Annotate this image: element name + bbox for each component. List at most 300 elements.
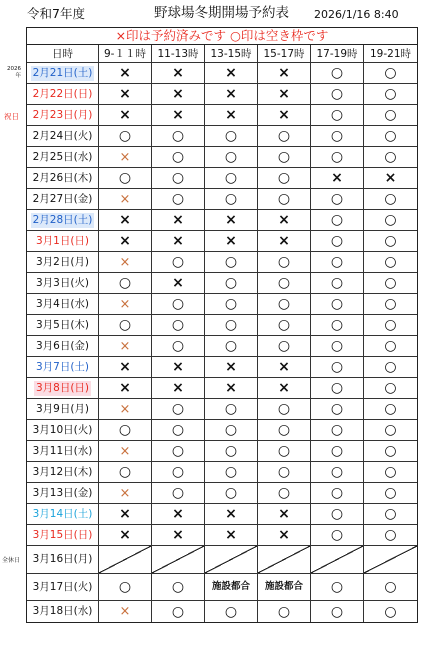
table-row xyxy=(27,189,417,210)
slot-cell xyxy=(152,378,205,398)
slot-cell xyxy=(311,189,364,209)
booked-mark: × xyxy=(172,275,184,291)
slot-cell xyxy=(258,601,311,622)
date-cell xyxy=(27,210,99,230)
slot-cell xyxy=(205,231,258,251)
slot-cell xyxy=(311,483,364,503)
slot-cell xyxy=(99,126,152,146)
slot-cell xyxy=(99,105,152,125)
available-mark: ○ xyxy=(330,296,344,312)
closed-slot-slash xyxy=(99,546,152,573)
available-mark: ○ xyxy=(224,401,238,417)
year-digits: 2026 xyxy=(7,66,21,72)
slot-cell xyxy=(258,252,311,272)
slot-cell xyxy=(364,84,417,104)
booked-mark: × xyxy=(172,359,184,375)
available-mark: ○ xyxy=(224,464,238,480)
available-mark: ○ xyxy=(224,128,238,144)
slot-cell xyxy=(152,525,205,545)
table-row xyxy=(27,601,417,622)
slot-cell xyxy=(152,601,205,622)
table-row xyxy=(27,273,417,294)
column-header-slot: 15-17時 xyxy=(258,45,311,62)
slot-cell xyxy=(99,601,152,622)
slot-cell xyxy=(99,294,152,314)
slot-cell xyxy=(364,63,417,83)
available-mark: ○ xyxy=(171,464,185,480)
table-row xyxy=(27,147,417,168)
slot-cell xyxy=(205,357,258,377)
year-char: 年 xyxy=(15,72,21,79)
available-mark: ○ xyxy=(384,128,397,144)
slot-cell xyxy=(258,315,311,335)
date-label: 3月6日(金) xyxy=(35,339,90,352)
date-cell xyxy=(27,273,99,293)
facility-reason-label: 施設都合 xyxy=(264,581,303,593)
slot-cell xyxy=(311,126,364,146)
available-mark: ○ xyxy=(118,422,132,438)
available-mark: ○ xyxy=(224,296,238,312)
date-cell xyxy=(27,601,99,622)
available-mark: ○ xyxy=(224,443,238,459)
available-mark: ○ xyxy=(330,107,344,123)
table-row xyxy=(27,574,417,601)
slot-cell xyxy=(311,315,364,335)
available-mark: ○ xyxy=(330,506,344,522)
slot-cell xyxy=(311,504,364,524)
booked-mark: × xyxy=(119,212,131,228)
booked-mark: × xyxy=(225,380,237,396)
slot-cell xyxy=(152,273,205,293)
legend-notice: ×印は予約済みです ○印は空き枠です xyxy=(27,28,417,45)
available-mark: ○ xyxy=(277,338,291,354)
updated-timestamp: 2026/1/16 8:40 xyxy=(314,8,399,21)
slot-cell xyxy=(364,126,417,146)
available-mark: ○ xyxy=(384,527,397,543)
date-cell xyxy=(27,126,99,146)
available-mark: ○ xyxy=(384,359,397,375)
slot-cell xyxy=(99,420,152,440)
slot-cell xyxy=(152,189,205,209)
available-mark: ○ xyxy=(277,317,291,333)
slot-cell xyxy=(152,105,205,125)
available-mark: ○ xyxy=(384,579,397,595)
slot-cell xyxy=(152,315,205,335)
booked-mark: × xyxy=(331,170,343,186)
available-mark: ○ xyxy=(384,275,397,291)
table-row xyxy=(27,315,417,336)
available-mark: ○ xyxy=(330,338,344,354)
table-row xyxy=(27,378,417,399)
column-header-slot: 13-15時 xyxy=(205,45,258,62)
slot-cell xyxy=(152,357,205,377)
slot-cell xyxy=(364,189,417,209)
slot-cell xyxy=(152,63,205,83)
booked-mark: × xyxy=(225,359,237,375)
available-mark: ○ xyxy=(277,603,291,620)
table-row xyxy=(27,399,417,420)
available-mark: ○ xyxy=(171,579,185,595)
slot-cell xyxy=(311,601,364,622)
slot-cell xyxy=(311,231,364,251)
date-cell xyxy=(27,504,99,524)
date-cell xyxy=(27,336,99,356)
slot-cell xyxy=(205,63,258,83)
slot-cell xyxy=(205,336,258,356)
date-cell xyxy=(27,525,99,545)
slot-cell xyxy=(364,483,417,503)
slot-cell xyxy=(311,420,364,440)
slot-cell xyxy=(311,357,364,377)
date-cell xyxy=(27,546,99,573)
date-label: 3月7日(土) xyxy=(35,360,90,373)
slot-cell xyxy=(99,273,152,293)
closed-day-side-note: 全休日 xyxy=(2,557,21,564)
slot-cell xyxy=(258,147,311,167)
slot-cell xyxy=(364,420,417,440)
available-mark: ○ xyxy=(118,464,132,480)
slot-cell xyxy=(311,168,364,188)
slot-cell xyxy=(205,147,258,167)
available-mark: ○ xyxy=(330,464,344,480)
slot-cell xyxy=(258,399,311,419)
booked-mark: × xyxy=(119,338,131,354)
booked-mark: × xyxy=(278,212,290,228)
slot-cell xyxy=(311,525,364,545)
date-label: 2月25日(水) xyxy=(32,150,93,163)
slot-cell xyxy=(258,105,311,125)
available-mark: ○ xyxy=(277,422,291,438)
slot-cell xyxy=(258,189,311,209)
slot-cell xyxy=(152,294,205,314)
slot-cell xyxy=(99,357,152,377)
available-mark: ○ xyxy=(224,191,238,207)
slot-cell xyxy=(152,126,205,146)
slot-cell xyxy=(205,525,258,545)
available-mark: ○ xyxy=(384,212,397,228)
available-mark: ○ xyxy=(277,254,291,270)
date-label: 2月26日(木) xyxy=(32,171,93,184)
available-mark: ○ xyxy=(384,149,397,165)
booked-mark: × xyxy=(384,170,397,186)
available-mark: ○ xyxy=(330,233,344,249)
holiday-side-note: 祝日 xyxy=(4,112,19,121)
date-label: 2月21日(土) xyxy=(32,66,93,79)
date-label: 3月15日(日) xyxy=(32,528,93,541)
slot-cell xyxy=(364,357,417,377)
slot-cell xyxy=(311,147,364,167)
available-mark: ○ xyxy=(171,149,185,165)
available-mark: ○ xyxy=(330,579,344,595)
slot-cell xyxy=(205,105,258,125)
slot-cell xyxy=(364,105,417,125)
table-row xyxy=(27,441,417,462)
slot-cell xyxy=(364,294,417,314)
date-cell xyxy=(27,441,99,461)
column-header-date: 日時 xyxy=(27,45,99,62)
table-row xyxy=(27,105,417,126)
available-mark: ○ xyxy=(277,464,291,480)
booked-mark: × xyxy=(172,380,184,396)
available-mark: ○ xyxy=(171,317,185,333)
slot-cell xyxy=(364,231,417,251)
date-label: 3月1日(日) xyxy=(35,234,90,247)
available-mark: ○ xyxy=(330,359,344,375)
available-mark: ○ xyxy=(384,254,397,270)
slot-cell xyxy=(99,84,152,104)
available-mark: ○ xyxy=(171,338,185,354)
available-mark: ○ xyxy=(384,296,397,312)
slot-cell xyxy=(205,399,258,419)
available-mark: ○ xyxy=(224,275,238,291)
slot-cell xyxy=(205,504,258,524)
year-side-note xyxy=(3,66,21,79)
table-row xyxy=(27,483,417,504)
available-mark: ○ xyxy=(224,317,238,333)
available-mark: ○ xyxy=(330,603,344,620)
available-mark: ○ xyxy=(277,443,291,459)
booked-mark: × xyxy=(119,296,131,312)
table-row xyxy=(27,420,417,441)
slot-cell xyxy=(152,84,205,104)
slot-cell xyxy=(99,63,152,83)
date-label: 2月27日(金) xyxy=(32,192,93,205)
available-mark: ○ xyxy=(171,422,185,438)
date-label: 3月18日(水) xyxy=(32,605,93,617)
date-label: 2月28日(土) xyxy=(32,213,93,226)
slot-cell xyxy=(152,399,205,419)
slot-cell xyxy=(152,483,205,503)
available-mark: ○ xyxy=(277,296,291,312)
date-label: 2月23日(月) xyxy=(32,108,93,121)
available-mark: ○ xyxy=(384,464,397,480)
column-header-slot: 17-19時 xyxy=(311,45,364,62)
date-label: 3月5日(木) xyxy=(35,318,90,331)
slot-cell xyxy=(99,441,152,461)
page-title: 野球場冬期開場予約表 xyxy=(154,5,289,21)
table-row xyxy=(27,357,417,378)
slot-cell xyxy=(205,189,258,209)
available-mark: ○ xyxy=(277,128,291,144)
slot-cell xyxy=(99,504,152,524)
available-mark: ○ xyxy=(384,443,397,459)
slot-cell xyxy=(205,315,258,335)
slot-cell xyxy=(258,357,311,377)
available-mark: ○ xyxy=(384,380,397,396)
table-row xyxy=(27,126,417,147)
slot-cell xyxy=(99,483,152,503)
date-label: 2月22日(日) xyxy=(32,87,93,100)
available-mark: ○ xyxy=(330,380,344,396)
closed-slot-slash xyxy=(258,546,311,573)
table-row xyxy=(27,252,417,273)
slot-cell xyxy=(364,147,417,167)
table-row xyxy=(27,231,417,252)
slot-cell xyxy=(205,84,258,104)
slot-cell xyxy=(364,210,417,230)
closed-slot-slash xyxy=(205,546,258,573)
booked-mark: × xyxy=(119,254,131,270)
booked-mark: × xyxy=(119,233,131,249)
date-cell xyxy=(27,294,99,314)
date-cell xyxy=(27,147,99,167)
column-header-slot: 19-21時 xyxy=(369,48,411,60)
available-mark: ○ xyxy=(330,212,344,228)
slot-cell xyxy=(152,231,205,251)
date-label: 3月17日(火) xyxy=(32,580,93,593)
booked-mark: × xyxy=(278,380,290,396)
slot-cell xyxy=(258,574,311,600)
slot-cell xyxy=(205,601,258,622)
date-cell xyxy=(27,63,99,83)
available-mark: ○ xyxy=(171,254,185,270)
slot-cell xyxy=(364,601,417,622)
booked-mark: × xyxy=(119,359,131,375)
booked-mark: × xyxy=(119,485,131,501)
slot-cell xyxy=(364,168,417,188)
slot-cell xyxy=(311,378,364,398)
available-mark: ○ xyxy=(384,107,397,123)
date-cell xyxy=(27,168,99,188)
slot-cell xyxy=(99,210,152,230)
table-row xyxy=(27,168,417,189)
booked-mark: × xyxy=(225,527,237,543)
booked-mark: × xyxy=(225,107,237,123)
table-row xyxy=(27,462,417,483)
available-mark: ○ xyxy=(277,170,291,186)
available-mark: ○ xyxy=(118,317,132,333)
slot-cell xyxy=(311,252,364,272)
available-mark: ○ xyxy=(224,422,238,438)
available-mark: ○ xyxy=(330,443,344,459)
booked-mark: × xyxy=(172,527,184,543)
date-label: 3月10日(火) xyxy=(32,423,93,436)
booked-mark: × xyxy=(172,506,184,522)
available-mark: ○ xyxy=(224,603,238,620)
date-label: 3月11日(水) xyxy=(32,444,93,457)
slot-cell xyxy=(99,231,152,251)
available-mark: ○ xyxy=(330,65,344,81)
available-mark: ○ xyxy=(118,170,132,186)
table-row xyxy=(27,336,417,357)
slot-cell xyxy=(364,399,417,419)
slot-cell xyxy=(205,420,258,440)
slot-cell xyxy=(99,252,152,272)
date-cell xyxy=(27,420,99,440)
available-mark: ○ xyxy=(171,128,185,144)
available-mark: ○ xyxy=(118,275,132,291)
available-mark: ○ xyxy=(384,338,397,354)
available-mark: ○ xyxy=(224,338,238,354)
date-cell xyxy=(27,231,99,251)
slot-cell xyxy=(311,63,364,83)
slot-cell xyxy=(152,147,205,167)
booked-mark: × xyxy=(225,212,237,228)
available-mark: ○ xyxy=(384,485,397,501)
slot-cell xyxy=(364,525,417,545)
booked-mark: × xyxy=(172,107,184,123)
slot-cell xyxy=(311,574,364,600)
booked-mark: × xyxy=(278,527,290,543)
slot-cell xyxy=(364,504,417,524)
date-label: 3月3日(火) xyxy=(35,276,90,289)
slot-cell xyxy=(258,63,311,83)
available-mark: ○ xyxy=(277,149,291,165)
slot-cell xyxy=(99,399,152,419)
slot-cell xyxy=(258,525,311,545)
slot-cell xyxy=(311,105,364,125)
available-mark: ○ xyxy=(384,401,397,417)
closed-slot-slash xyxy=(364,546,417,573)
available-mark: ○ xyxy=(330,149,344,165)
booked-mark: × xyxy=(225,506,237,522)
available-mark: ○ xyxy=(171,603,185,620)
slot-cell xyxy=(152,420,205,440)
date-label: 3月12日(木) xyxy=(32,465,93,478)
slot-cell xyxy=(205,252,258,272)
slot-cell xyxy=(205,168,258,188)
available-mark: ○ xyxy=(171,443,185,459)
column-header-slot: 11-13時 xyxy=(152,45,205,62)
available-mark: ○ xyxy=(330,86,344,102)
slot-cell xyxy=(99,168,152,188)
reservation-table xyxy=(26,27,418,623)
available-mark: ○ xyxy=(330,527,344,543)
slot-cell xyxy=(311,462,364,482)
slot-cell xyxy=(205,210,258,230)
booked-mark: × xyxy=(119,191,131,207)
slot-cell xyxy=(311,273,364,293)
booked-mark: × xyxy=(278,86,290,102)
date-cell xyxy=(27,252,99,272)
booked-mark: × xyxy=(119,107,131,123)
available-mark: ○ xyxy=(118,128,132,144)
available-mark: ○ xyxy=(224,485,238,501)
table-row xyxy=(27,63,417,84)
slot-cell xyxy=(205,273,258,293)
slot-cell xyxy=(205,574,258,600)
date-label: 3月9日(月) xyxy=(35,402,90,415)
booked-mark: × xyxy=(278,233,290,249)
available-mark: ○ xyxy=(224,149,238,165)
available-mark: ○ xyxy=(224,170,238,186)
slot-cell xyxy=(99,336,152,356)
slot-cell xyxy=(258,168,311,188)
available-mark: ○ xyxy=(171,191,185,207)
slot-cell xyxy=(364,252,417,272)
column-header-row xyxy=(27,45,417,63)
slot-cell xyxy=(152,336,205,356)
available-mark: ○ xyxy=(384,191,397,207)
booked-mark: × xyxy=(119,604,131,619)
booked-mark: × xyxy=(278,65,290,81)
available-mark: ○ xyxy=(384,603,397,620)
slot-cell xyxy=(364,273,417,293)
date-cell xyxy=(27,399,99,419)
slot-cell xyxy=(258,504,311,524)
available-mark: ○ xyxy=(384,506,397,522)
slot-cell xyxy=(258,84,311,104)
slot-cell xyxy=(99,189,152,209)
slot-cell xyxy=(99,378,152,398)
table-body xyxy=(27,63,417,622)
closed-slot-slash xyxy=(152,546,205,573)
facility-reason-label: 施設都合 xyxy=(211,581,250,593)
booked-mark: × xyxy=(278,359,290,375)
available-mark: ○ xyxy=(330,128,344,144)
table-row xyxy=(27,210,417,231)
slot-cell xyxy=(205,378,258,398)
